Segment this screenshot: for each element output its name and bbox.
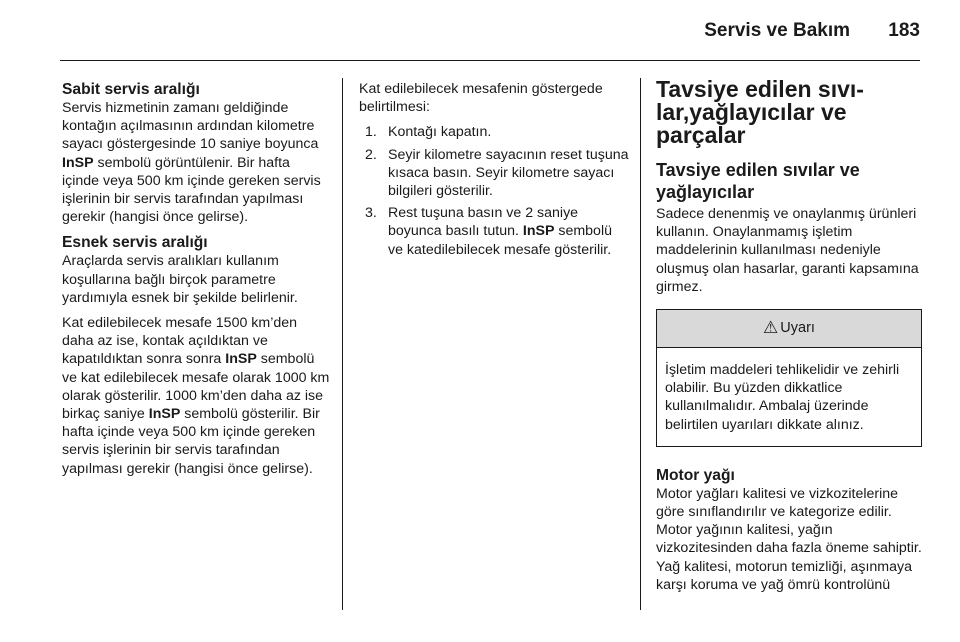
insp-symbol: InSP bbox=[62, 154, 94, 171]
list-item: 3. Rest tuşuna basın ve 2 saniye boyunca basılı tutun. InSP sembolü ve katedilebilecek mesafe gösterilir. bbox=[365, 205, 612, 258]
insp-symbol: InSP bbox=[148, 406, 181, 423]
insp-symbol: InSP bbox=[225, 351, 257, 368]
warning-box bbox=[656, 309, 922, 447]
section-heading: Sabit servis aralığı bbox=[62, 81, 200, 98]
running-header-title: Servis ve Bakım bbox=[704, 20, 850, 41]
warning-label: Uyarı bbox=[780, 320, 815, 337]
paragraph: Servis hizmetinin zamanı geldiğinde kontağın açılmasının ardından kilometre sayacı göstergesinde 10 saniye boyunca InSP sembolü görüntülenir. Bir hafta içinde veya 500 km içinde gereken servis işlerinin bir servis tarafından yapılması gerekir (hangisi önce gelirse). bbox=[62, 100, 321, 226]
section-heading: Motor yağı bbox=[656, 466, 735, 484]
list-item: 1. Kontağı kapatın. bbox=[365, 124, 492, 141]
page-number: 183 bbox=[888, 20, 920, 41]
paragraph: Kat edilebilecek mesafenin göstergede belirtilmesi: bbox=[359, 81, 603, 116]
column-right bbox=[656, 78, 922, 594]
column-divider bbox=[342, 78, 343, 610]
steps-list bbox=[359, 123, 629, 258]
warning-triangle-icon: ⚠ bbox=[763, 318, 779, 338]
chapter-title: Tavsiye edilen sıvı-lar,yağlayıcılar ve parçalar bbox=[656, 76, 864, 148]
warning-header bbox=[657, 310, 921, 348]
header-divider bbox=[60, 60, 920, 61]
section-heading: Tavsiye edilen sıvılar ve yağlayıcılar bbox=[656, 160, 860, 202]
paragraph: Motor yağları kalitesi ve vizkozitelerine göre sınıflandırılır ve kategorize edilir. Motor yağının kalitesi, yağın vizkozitesinden daha fazla öneme sahiptir. Yağ kalitesi, motorun temizliği, aşınmaya karşı koruma ve yağ ömrü kontrolünü bbox=[656, 485, 922, 593]
warning-text: İşletim maddeleri tehlikelidir ve zehirli olabilir. Bu yüzden dikkatlice kullanılmalıdır. Ambalaj üzerinde belirtilen uyarıları dikkate alınız. bbox=[665, 362, 900, 433]
section-heading: Esnek servis aralığı bbox=[62, 234, 208, 252]
paragraph: Araçlarda servis aralıkları kullanım koşullarına bağlı birçok parametre yardımıyla esnek bir şekilde belirlenir. bbox=[62, 253, 298, 306]
column-divider bbox=[640, 78, 641, 610]
insp-symbol: InSP bbox=[522, 223, 555, 240]
paragraph: Sadece denenmiş ve onaylanmış ürünleri kullanın. Onaylanmamış işletim maddelerinin kullanılması nedeniyle oluşmuş olan hasarlar, garanti kapsamına girmez. bbox=[656, 206, 919, 295]
column-middle bbox=[359, 80, 629, 263]
column-left bbox=[62, 80, 330, 485]
list-item: 2. Seyir kilometre sayacının reset tuşuna kısaca basın. Seyir kilometre sayacı bilgileri gösterilir. bbox=[365, 146, 629, 200]
paragraph: Kat edilebilecek mesafe 1500 km’den daha az ise, kontak açıldıktan ve kapatıldıktan sonra sonra InSP sembolü ve kat edilebilecek mesafe olarak 1000 km olarak gösterilir. 1000 km’den daha az ise birkaç saniye InSP sembolü gösterilir. Bir hafta içinde veya 500 km içinde gereken servis işlerinin bir servis tarafından yapılması gerekir (hangisi önce gelirse). bbox=[62, 315, 330, 477]
